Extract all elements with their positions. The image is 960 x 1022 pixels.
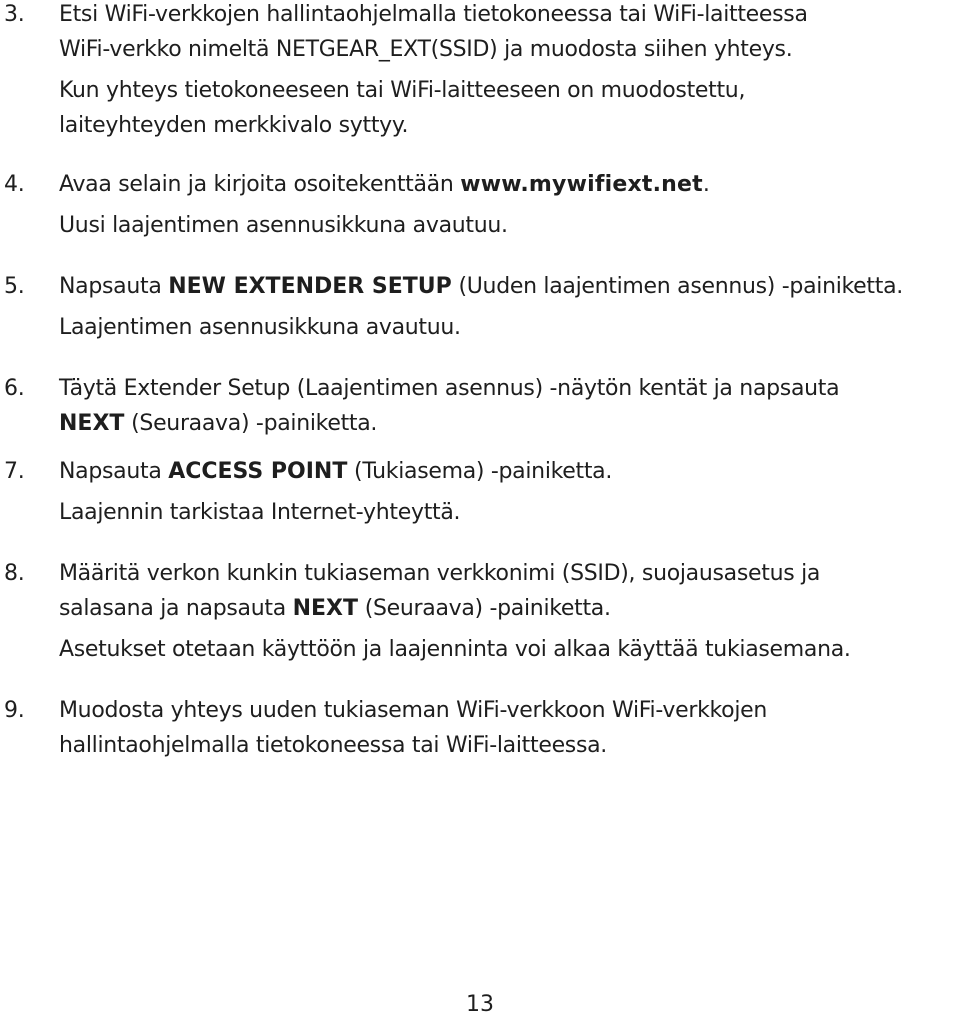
- ui-label-access-point: ACCESS POINT: [168, 459, 348, 484]
- step-text-line: Muodosta yhteys uuden tukiaseman WiFi-verkkoon WiFi-verkkojen: [59, 698, 768, 723]
- step-text: Napsauta: [59, 459, 169, 484]
- step-text-line: [59, 269, 958, 304]
- step-text-line: Asetukset otetaan käyttöön ja laajenninta voi alkaa käyttää tukiasemana.: [59, 637, 851, 662]
- step-text: Avaa selain ja kirjoita osoitekenttään: [59, 172, 461, 197]
- step-text: (Seuraava) -painiketta.: [124, 411, 378, 436]
- ui-label-new-extender-setup: NEW EXTENDER SETUP: [168, 274, 452, 299]
- step-text: (Tukiasema) -painiketta.: [347, 459, 613, 484]
- step-text-line: Uusi laajentimen asennusikkuna avautuu.: [59, 213, 508, 238]
- step-text-line: [59, 591, 958, 626]
- step-body: [59, 371, 958, 441]
- step-text: (Uuden laajentimen asennus) -painiketta.: [451, 274, 903, 299]
- step-number: 5.: [4, 274, 25, 299]
- step-text-line: [59, 454, 958, 489]
- step-text-line: Etsi WiFi-verkkojen hallintaohjelmalla tietokoneessa tai WiFi-laitteessa: [59, 2, 808, 27]
- step-number: 3.: [4, 2, 25, 27]
- step-number: 7.: [4, 459, 25, 484]
- step-text: Napsauta: [59, 274, 169, 299]
- step-number: 8.: [4, 561, 25, 586]
- step-text-line: [59, 406, 958, 441]
- step-body: [59, 0, 958, 143]
- page-number: 13: [466, 992, 494, 1017]
- step-number: 9.: [4, 698, 25, 723]
- ui-label-next: NEXT: [292, 596, 358, 621]
- step-body: [59, 693, 958, 763]
- step-text-line: Täytä Extender Setup (Laajentimen asennus) -näytön kentät ja napsauta: [59, 376, 840, 401]
- step-text-line: [59, 167, 958, 202]
- step-number: 6.: [4, 376, 25, 401]
- step-text-line: Laajentimen asennusikkuna avautuu.: [59, 315, 461, 340]
- step-text: .: [702, 172, 710, 197]
- step-text-line: WiFi-verkko nimeltä NETGEAR_EXT(SSID) ja muodosta siihen yhteys.: [59, 37, 793, 62]
- step-text-line: Määritä verkon kunkin tukiaseman verkkonimi (SSID), suojausasetus ja: [59, 561, 821, 586]
- ui-label-next: NEXT: [59, 411, 125, 436]
- step-body: [59, 167, 958, 243]
- step-text-line: hallintaohjelmalla tietokoneessa tai WiFi-laitteessa.: [59, 733, 608, 758]
- step-body: [59, 556, 958, 667]
- step-body: [59, 269, 958, 345]
- step-text: salasana ja napsauta: [59, 596, 293, 621]
- step-body: [59, 454, 958, 530]
- step-text-line: Laajennin tarkistaa Internet-yhteyttä.: [59, 500, 461, 525]
- website-url: www.mywifiext.net: [460, 172, 703, 197]
- step-text: (Seuraava) -painiketta.: [358, 596, 611, 621]
- step-text-line: Kun yhteys tietokoneeseen tai WiFi-laitteeseen on muodostettu,: [59, 78, 746, 103]
- step-number: 4.: [4, 172, 25, 197]
- step-text-line: laiteyhteyden merkkivalo syttyy.: [59, 113, 409, 138]
